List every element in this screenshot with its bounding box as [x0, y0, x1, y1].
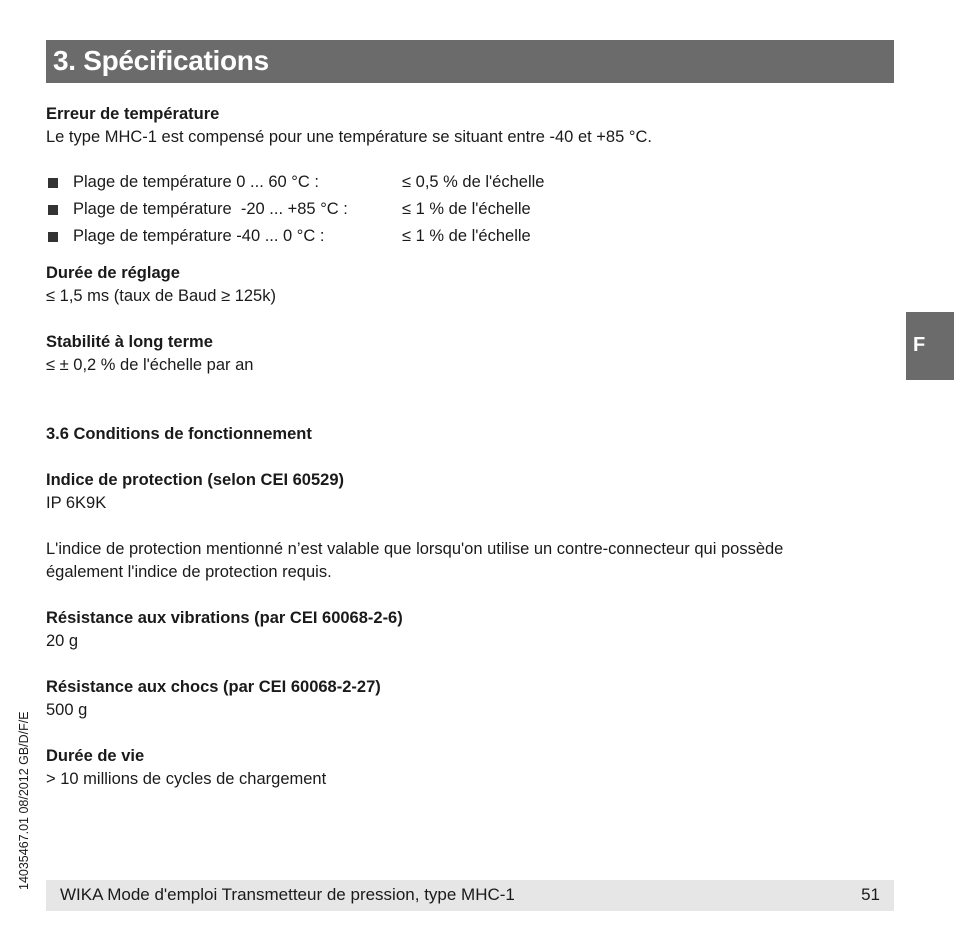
shock-section [46, 676, 896, 722]
protection-heading: Indice de protection (selon CEI 60529) [46, 471, 344, 489]
lifetime-section [46, 745, 896, 791]
section-header [46, 40, 894, 83]
stability-text: ≤ ± 0,2 % de l'échelle par an [46, 356, 254, 374]
section-title: 3. Spécifications [53, 45, 269, 76]
vibration-heading: Résistance aux vibrations (par CEI 60068-2-6) [46, 609, 403, 627]
stability-heading: Stabilité à long terme [46, 333, 213, 351]
temp-range-list [46, 171, 896, 252]
square-bullet-icon [48, 178, 58, 188]
list-item [46, 171, 896, 198]
square-bullet-icon [48, 205, 58, 215]
square-bullet-icon [48, 232, 58, 242]
protection-section [46, 469, 896, 584]
temp-range-value: ≤ 1 % de l'échelle [402, 227, 531, 245]
vibration-text: 20 g [46, 632, 79, 650]
lifetime-heading: Durée de vie [46, 747, 145, 765]
list-item [46, 198, 896, 225]
settling-section [46, 262, 896, 308]
temp-range-value: ≤ 1 % de l'échelle [402, 200, 531, 218]
temp-error-heading: Erreur de température [46, 105, 220, 123]
protection-note-line1: L'indice de protection mentionné n’est valable que lorsqu'on utilise un contre-connecteur qui possède [46, 540, 784, 558]
page-content [46, 103, 896, 791]
shock-text: 500 g [46, 701, 88, 719]
conditions-heading: 3.6 Conditions de fonctionnement [46, 425, 312, 443]
list-item [46, 225, 896, 252]
shock-heading: Résistance aux chocs (par CEI 60068-2-27) [46, 678, 381, 696]
lifetime-text: > 10 millions de cycles de chargement [46, 770, 327, 788]
temp-range-value: ≤ 0,5 % de l'échelle [402, 173, 545, 191]
temp-range-label: Plage de température -40 ... 0 °C : [73, 227, 325, 245]
vibration-section [46, 607, 896, 653]
language-tab-label: F [913, 334, 926, 356]
settling-text: ≤ 1,5 ms (taux de Baud ≥ 125k) [46, 287, 276, 305]
temp-error-text: Le type MHC-1 est compensé pour une température se situant entre -40 et +85 °C. [46, 128, 652, 146]
temp-range-label: Plage de température -20 ... +85 °C : [73, 200, 348, 218]
protection-value: IP 6K9K [46, 494, 107, 512]
document-code: 14035467.01 08/2012 GB/D/F/E [17, 711, 31, 890]
stability-section [46, 331, 896, 377]
page-number: 51 [861, 885, 880, 904]
page-footer [46, 880, 894, 911]
settling-heading: Durée de réglage [46, 264, 180, 282]
temp-range-label: Plage de température 0 ... 60 °C : [73, 173, 319, 191]
protection-note-line2: également l'indice de protection requis. [46, 563, 332, 581]
conditions-section [46, 423, 896, 446]
footer-title: WIKA Mode d'emploi Transmetteur de pression, type MHC-1 [60, 885, 515, 904]
temp-error-section [46, 103, 896, 252]
language-tab [906, 312, 954, 380]
